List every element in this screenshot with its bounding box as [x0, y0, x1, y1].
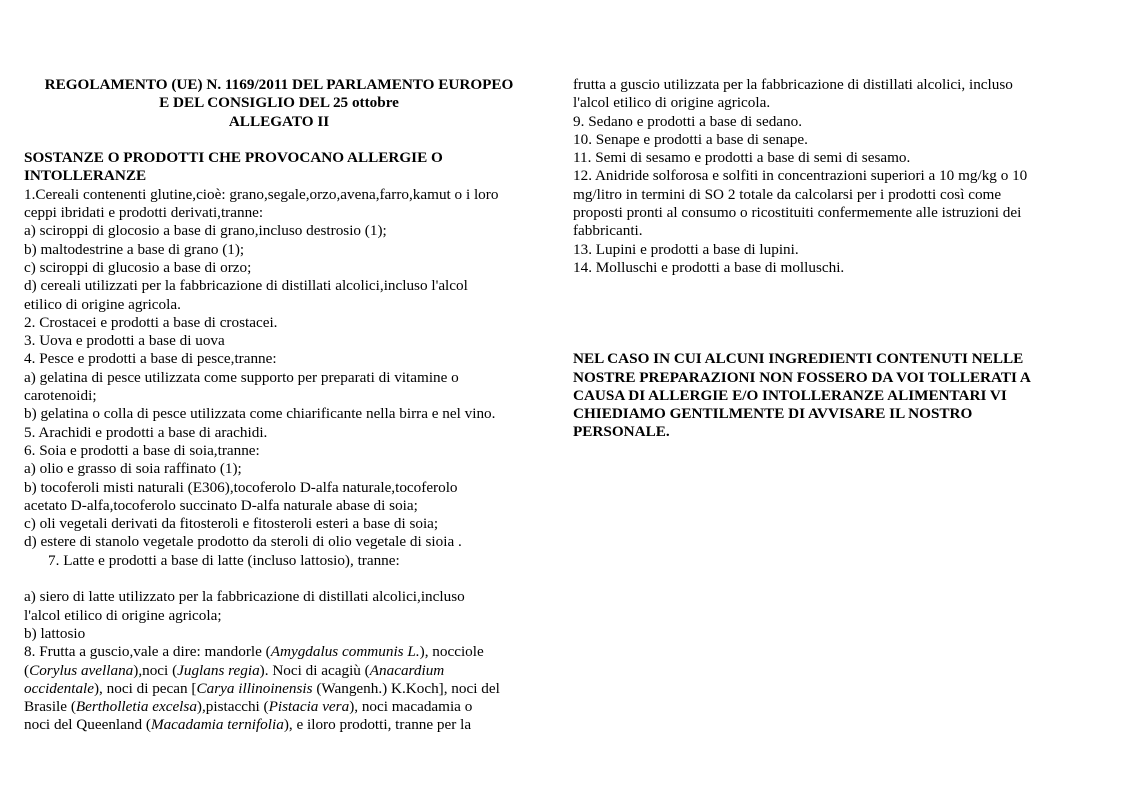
- nuts-line-1: 8. Frutta a guscio,vale a dire: mandorle (Amygdalus communis L.), nocciole: [24, 643, 484, 661]
- list-line: carotenoidi;: [24, 387, 97, 405]
- notice-line: CHIEDIAMO GENTILMENTE DI AVVISARE IL NOSTRO: [573, 405, 973, 423]
- list-line: 14. Molluschi e prodotti a base di molluschi.: [573, 258, 845, 276]
- list-line: 6. Soia e prodotti a base di soia,tranne:: [24, 441, 260, 459]
- list-line: l'alcol etilico di origine agricola;: [24, 606, 222, 624]
- list-line: 11. Semi di sesamo e prodotti a base di semi di sesamo.: [573, 149, 911, 167]
- list-line: 3. Uova e prodotti a base di uova: [24, 332, 225, 350]
- section-heading-cont: INTOLLERANZE: [24, 167, 147, 185]
- list-line: 10. Senape e prodotti a base di senape.: [573, 130, 808, 148]
- list-line: c) oli vegetali derivati da fitosteroli e fitosteroli esteri a base di soia;: [24, 515, 439, 533]
- list-line: 1.Cereali contenenti glutine,cioè: grano,segale,orzo,avena,farro,kamut o i loro: [24, 185, 499, 203]
- list-line: 12. Anidride solforosa e solfiti in concentrazioni superiori a 10 mg/kg o 10: [573, 167, 1028, 185]
- spacer: [24, 570, 534, 588]
- list-line: a) gelatina di pesce utilizzata come supporto per preparati di vitamine o: [24, 368, 459, 386]
- list-line: acetato D-alfa,tocoferolo succinato D-alfa naturale abase di soia;: [24, 496, 418, 514]
- list-line: a) olio e grasso di soia raffinato (1);: [24, 460, 242, 478]
- list-line: b) lattosio: [24, 624, 86, 642]
- allergy-notice: [573, 350, 1093, 441]
- list-line: l'alcol etilico di origine agricola.: [573, 94, 771, 112]
- list-line: frutta a guscio utilizzata per la fabbricazione di distillati alcolici, incluso: [573, 76, 1013, 93]
- right-column: [573, 76, 1093, 442]
- regulation-title: REGOLAMENTO (UE) N. 1169/2011 DEL PARLAMENTO EUROPEO: [44, 76, 514, 93]
- list-line: d) cereali utilizzati per la fabbricazione di distillati alcolici,incluso l'alcol: [24, 277, 468, 295]
- section-heading: SOSTANZE O PRODOTTI CHE PROVOCANO ALLERGIE O: [24, 149, 443, 167]
- list-line: 13. Lupini e prodotti a base di lupini.: [573, 240, 799, 258]
- annex-title: ALLEGATO II: [228, 112, 330, 130]
- spacer: [24, 131, 534, 149]
- nuts-line-3: occidentale), noci di pecan [Carya illinoinensis (Wangenh.) K.Koch], noci del: [24, 679, 500, 697]
- notice-line: CAUSA DI ALLERGIE E/O INTOLLERANZE ALIMENTARI VI: [573, 386, 1007, 404]
- list-line: b) maltodestrine a base di grano (1);: [24, 240, 245, 258]
- notice-line: NEL CASO IN CUI ALCUNI INGREDIENTI CONTENUTI NELLE: [573, 350, 1024, 368]
- list-line: 5. Arachidi e prodotti a base di arachidi.: [24, 423, 268, 441]
- left-column: [24, 76, 534, 735]
- list-line: 9. Sedano e prodotti a base di sedano.: [573, 112, 803, 130]
- list-line: mg/litro in termini di SO 2 totale da calcolarsi per i prodotti così come: [573, 185, 1002, 203]
- list-line: b) tocoferoli misti naturali (E306),tocoferolo D-alfa naturale,tocoferolo: [24, 478, 458, 496]
- list-line: ceppi ibridati e prodotti derivati,tranne:: [24, 204, 264, 222]
- list-line: a) sciroppi di glocosio a base di grano,incluso destrosio (1);: [24, 222, 387, 240]
- notice-line: PERSONALE.: [573, 423, 670, 441]
- list-line: a) siero di latte utilizzato per la fabbricazione di distillati alcolici,incluso: [24, 588, 465, 606]
- list-line: fabbricanti.: [573, 222, 643, 240]
- allergen-list-cont: [573, 76, 1093, 277]
- list-line: etilico di origine agricola.: [24, 295, 181, 313]
- list-line: c) sciroppi di glucosio a base di orzo;: [24, 258, 252, 276]
- nuts-line-5: noci del Queenland (Macadamia ternifolia), e iloro prodotti, tranne per la: [24, 716, 472, 734]
- list-line: proposti pronti al consumo o ricostituiti confermemente alle istruzioni dei: [573, 204, 1022, 222]
- list-line: d) estere di stanolo vegetale prodotto da steroli di olio vegetale di sioia .: [24, 533, 462, 551]
- list-line: 2. Crostacei e prodotti a base di crostacei.: [24, 313, 278, 331]
- list-line: b) gelatina o colla di pesce utilizzata come chiarificante nella birra e nel vino.: [24, 405, 496, 423]
- list-item-7: 7. Latte e prodotti a base di latte (incluso lattosio), tranne:: [48, 551, 400, 569]
- notice-line: NOSTRE PREPARAZIONI NON FOSSERO DA VOI TOLLERATI A: [573, 368, 1031, 386]
- regulation-subtitle: E DEL CONSIGLIO DEL 25 ottobre: [159, 94, 399, 112]
- nuts-line-2: (Corylus avellana),noci (Juglans regia). Noci di acagiù (Anacardium: [24, 661, 445, 679]
- nuts-line-4: Brasile (Bertholletia excelsa),pistacchi (Pistacia vera), noci macadamia o: [24, 698, 473, 716]
- list-line: 4. Pesce e prodotti a base di pesce,tranne:: [24, 350, 277, 368]
- allergen-list: [24, 186, 534, 735]
